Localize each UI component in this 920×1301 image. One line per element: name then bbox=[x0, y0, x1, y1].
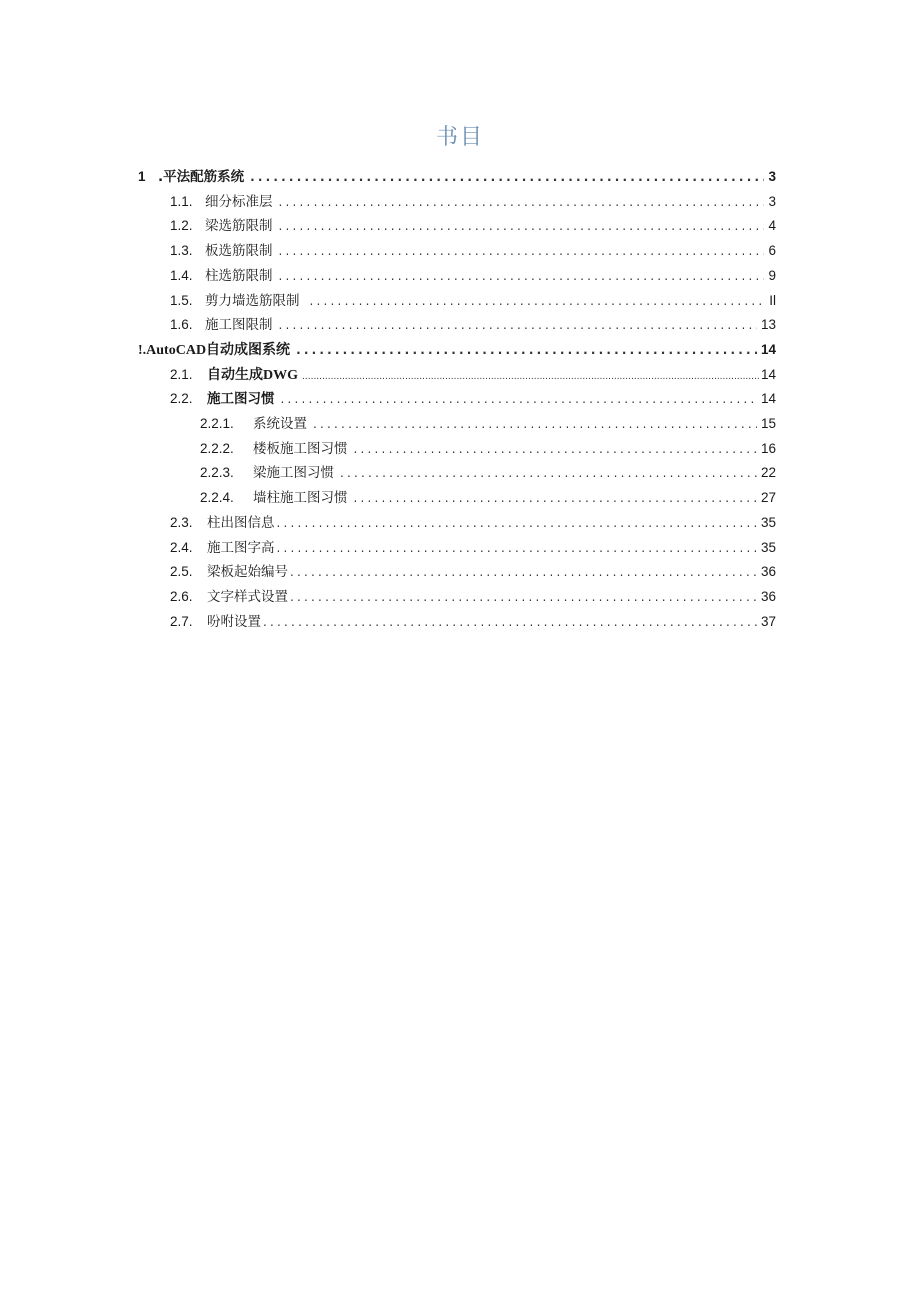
toc-entry-label: .平法配筋系统 bbox=[158, 169, 245, 185]
toc-entry-label: 施工图字高 bbox=[207, 539, 275, 556]
toc-leader-dots bbox=[313, 412, 757, 436]
toc-entry-page: 36 bbox=[760, 564, 776, 580]
toc-leader-dots bbox=[279, 239, 765, 263]
toc-entry-page: 14 bbox=[760, 341, 776, 357]
toc-entry-label: 施工图限制 bbox=[205, 317, 273, 334]
toc-entry-2-2[interactable] bbox=[170, 387, 776, 411]
toc-entry-label: 墙柱施工图习惯 bbox=[253, 490, 348, 507]
toc-entry-1-1[interactable] bbox=[170, 190, 776, 214]
toc-leader-dots bbox=[263, 610, 757, 634]
toc-leader-dots bbox=[279, 264, 765, 288]
toc-leader-dots bbox=[277, 536, 757, 560]
toc-entry-page: 22 bbox=[760, 465, 776, 481]
toc-leader-dots bbox=[250, 165, 764, 189]
toc-entry-2[interactable] bbox=[138, 338, 776, 362]
toc-entry-label: 文字样式设置 bbox=[207, 588, 288, 605]
toc-entry-1[interactable] bbox=[138, 165, 776, 189]
toc-entry-label: 梁选筋限制 bbox=[205, 218, 273, 235]
toc-entry-page: 13 bbox=[760, 317, 776, 333]
toc-entry-page: 14 bbox=[760, 391, 776, 407]
toc-entry-label: 楼板施工图习惯 bbox=[253, 440, 348, 457]
toc-leader-dots bbox=[354, 437, 757, 461]
toc-entry-2-2-3[interactable] bbox=[200, 461, 776, 485]
toc-entry-page: 6 bbox=[768, 243, 776, 259]
toc-entry-number: 2.2. bbox=[170, 391, 193, 407]
toc-entry-1-4[interactable] bbox=[170, 264, 776, 288]
toc-entry-1-3[interactable] bbox=[170, 239, 776, 263]
toc-leader-dots bbox=[290, 585, 757, 609]
toc-leader-dots bbox=[302, 365, 760, 389]
toc-entry-number: 2.2.3. bbox=[200, 465, 234, 481]
toc-entry-page: 35 bbox=[760, 539, 776, 555]
toc-entry-number: 2.4. bbox=[170, 539, 193, 555]
toc-entry-page: 9 bbox=[768, 267, 776, 283]
toc-entry-2-2-2[interactable] bbox=[200, 437, 776, 461]
toc-entry-number: 1.2. bbox=[170, 218, 193, 234]
toc-entry-number: 1.3. bbox=[170, 243, 193, 259]
toc-entry-number: 2.7. bbox=[170, 613, 193, 629]
toc-entry-page: 37 bbox=[760, 613, 776, 629]
toc-entry-number: 2.6. bbox=[170, 588, 193, 604]
toc-entry-number: 2.3. bbox=[170, 514, 193, 530]
toc-entry-label: 剪力墙选筋限制 bbox=[205, 292, 300, 309]
toc-entry-2-6[interactable] bbox=[170, 585, 776, 609]
toc-entry-1-6[interactable] bbox=[170, 313, 776, 337]
toc-leader-dots bbox=[279, 190, 765, 214]
toc-entry-2-1[interactable] bbox=[170, 363, 776, 387]
toc-entry-label: 吩咐设置 bbox=[207, 613, 261, 630]
toc-entry-2-3[interactable] bbox=[170, 511, 776, 535]
toc-entry-2-2-4[interactable] bbox=[200, 486, 776, 510]
toc-entry-label: 板选筋限制 bbox=[205, 243, 273, 260]
toc-entry-2-5[interactable] bbox=[170, 560, 776, 584]
toc-entry-label: 梁板起始编号 bbox=[207, 564, 288, 581]
toc-entry-1-5[interactable] bbox=[170, 289, 776, 313]
toc-entry-page: 3 bbox=[768, 193, 776, 209]
toc-entry-number: 1 bbox=[138, 169, 146, 184]
toc-entry-page: 4 bbox=[768, 218, 776, 234]
toc-entry-page: 35 bbox=[760, 514, 776, 530]
toc-entry-number: 1.1. bbox=[170, 193, 193, 209]
toc-entry-label: 自动生成DWG bbox=[207, 367, 298, 383]
toc-entry-label: 柱选筋限制 bbox=[205, 267, 273, 284]
toc-title: 书目 bbox=[435, 125, 484, 150]
toc-leader-dots bbox=[340, 461, 757, 485]
toc-entry-label: 细分标准层 bbox=[205, 193, 273, 210]
toc-leader-dots bbox=[310, 289, 766, 313]
toc-entry-2-7[interactable] bbox=[170, 610, 776, 634]
toc-leader-dots bbox=[290, 560, 757, 584]
toc-entry-label: 系统设置 bbox=[253, 416, 307, 432]
toc-entry-label: 柱出图信息 bbox=[207, 514, 275, 531]
toc-leader-dots bbox=[296, 338, 757, 362]
toc-entry-label: 梁施工图习惯 bbox=[253, 465, 334, 482]
toc-entry-page: 27 bbox=[760, 490, 776, 506]
toc-entry-number: 2.2.4. bbox=[200, 490, 234, 506]
toc-entry-page: 36 bbox=[760, 588, 776, 604]
toc-entry-2-4[interactable] bbox=[170, 536, 776, 560]
toc-entry-number: 1.4. bbox=[170, 267, 193, 283]
toc-entry-2-2-1[interactable] bbox=[200, 412, 776, 436]
toc-entry-number: 1.5. bbox=[170, 292, 193, 308]
toc-entry-label: 施工图习惯 bbox=[207, 391, 275, 408]
toc-entry-page: 14 bbox=[760, 366, 776, 382]
toc-entry-page: 16 bbox=[760, 440, 776, 456]
toc-entry-1-2[interactable] bbox=[170, 214, 776, 238]
toc-entry-page: 3 bbox=[768, 169, 776, 184]
toc-leader-dots bbox=[279, 313, 757, 337]
toc-leader-dots bbox=[277, 511, 757, 535]
toc-leader-dots bbox=[354, 486, 757, 510]
toc-leader-dots bbox=[279, 214, 765, 238]
toc-entry-number: 2.2.1. bbox=[200, 416, 234, 431]
toc-entry-number: 1.6. bbox=[170, 317, 193, 333]
toc-entry-number: 2.2.2. bbox=[200, 440, 234, 456]
toc-entry-label: !.AutoCAD自动成图系统 bbox=[138, 342, 291, 358]
toc-entry-page: 15 bbox=[760, 416, 776, 431]
toc-entry-number: 2.5. bbox=[170, 564, 193, 580]
toc-entry-number: 2.1. bbox=[170, 366, 193, 382]
toc-entry-page: Il bbox=[769, 292, 776, 308]
toc-leader-dots bbox=[281, 387, 757, 411]
